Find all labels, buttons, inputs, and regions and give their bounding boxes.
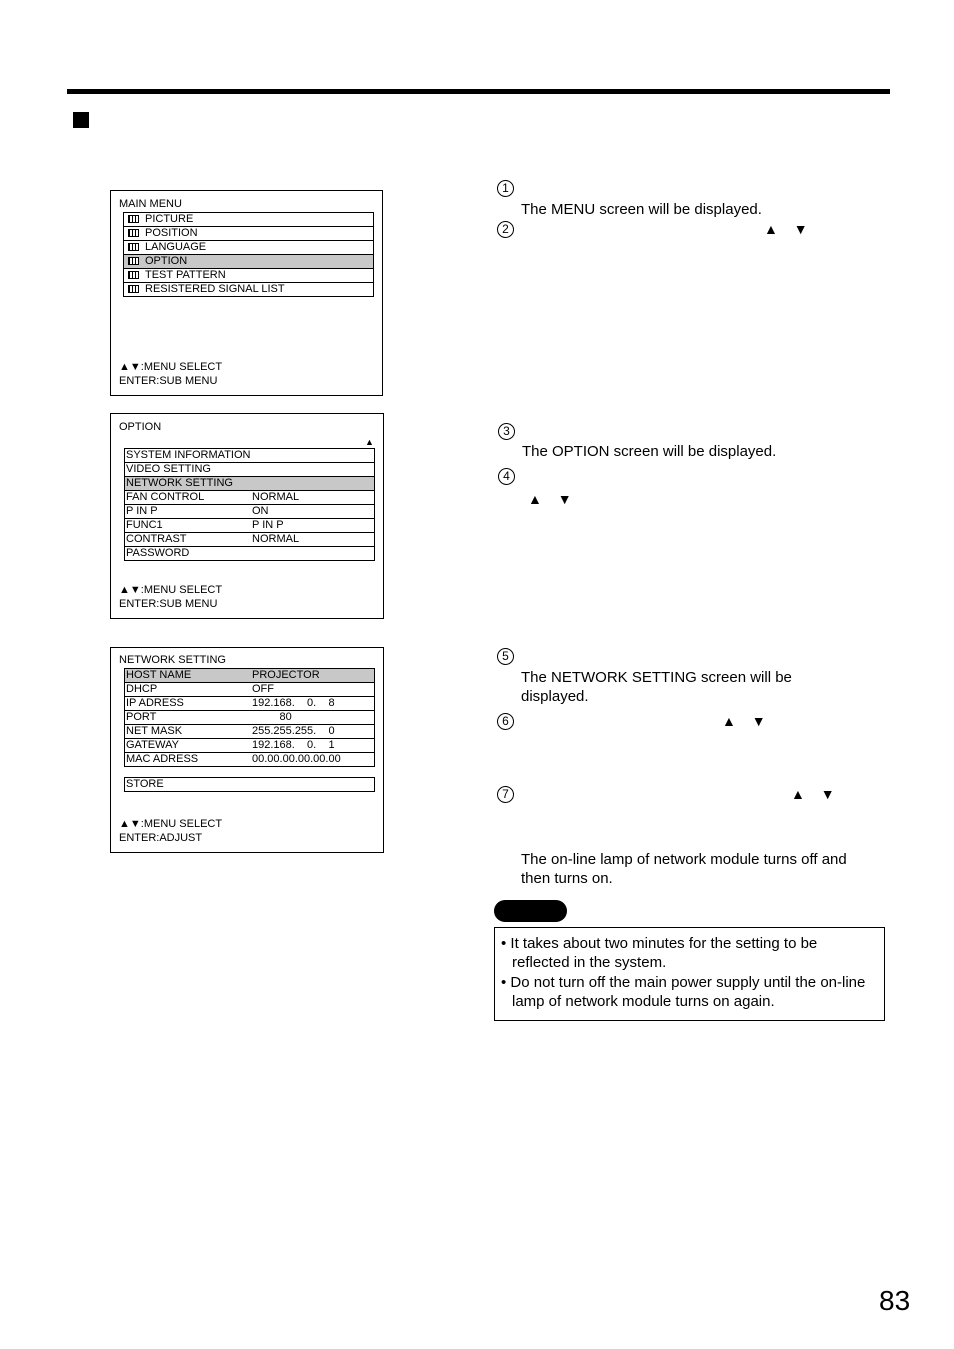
network-setting-screen (110, 647, 384, 853)
store-list (124, 777, 375, 792)
step-7-text-line2: then turns on. (521, 870, 613, 887)
top-rule (67, 89, 890, 94)
note-item: • Do not turn off the main power supply until the on-line lamp of network module turns on again. (501, 974, 866, 1010)
note-box (494, 927, 885, 1021)
option-item-p-in-p[interactable]: P IN P ON (125, 505, 374, 519)
network-item-port[interactable]: PORT 80 (125, 711, 374, 725)
scroll-up-icon: ▲ (365, 437, 374, 447)
network-item-gateway[interactable]: GATEWAY 192.168. 0. 1 (125, 739, 374, 753)
option-icon (128, 257, 139, 265)
network-item-mac-address[interactable]: MAC ADRESS 00.00.00.00.00.00 (125, 753, 374, 767)
network-menu-list (124, 668, 375, 767)
signal-list-icon (128, 285, 139, 293)
step-1-number: 1 (497, 180, 514, 197)
network-item-net-mask[interactable]: NET MASK 255.255.255. 0 (125, 725, 374, 739)
section-square-icon (73, 112, 89, 128)
main-menu-item-option[interactable]: OPTION (124, 255, 373, 269)
network-menu-footer-select: ▲▼:MENU SELECT (119, 818, 223, 830)
main-menu-footer-select: ▲▼:MENU SELECT (119, 361, 223, 373)
option-item-fan-control[interactable]: FAN CONTROL NORMAL (125, 491, 374, 505)
step-2-number: 2 (497, 221, 514, 238)
step-4-number: 4 (498, 468, 515, 485)
option-menu-screen (110, 413, 384, 619)
step-7-number: 7 (497, 786, 514, 803)
option-menu-footer-select: ▲▼:MENU SELECT (119, 584, 223, 596)
network-item-dhcp[interactable]: DHCP OFF (125, 683, 374, 697)
option-item-password[interactable]: PASSWORD (125, 547, 374, 561)
step-6-number: 6 (497, 713, 514, 730)
option-item-func1[interactable]: FUNC1 P IN P (125, 519, 374, 533)
step-5-text-line1: The NETWORK SETTING screen will be (521, 669, 792, 686)
network-item-ip-address[interactable]: IP ADRESS 192.168. 0. 8 (125, 697, 374, 711)
main-menu-item-signal-list[interactable]: RESISTERED SIGNAL LIST (124, 283, 373, 297)
main-menu-footer-enter: ENTER:SUB MENU (119, 375, 218, 387)
option-menu-title: OPTION (119, 421, 162, 433)
step-6-arrows: ▲ ▼ (722, 713, 772, 729)
main-menu-screen (110, 190, 383, 396)
option-menu-list (124, 448, 375, 561)
network-item-host-name[interactable]: HOST NAME PROJECTOR (125, 669, 374, 683)
note-badge (494, 900, 567, 922)
option-menu-footer-enter: ENTER:SUB MENU (119, 598, 218, 610)
step-7-arrows: ▲ ▼ (791, 786, 841, 802)
position-icon (128, 229, 139, 237)
main-menu-item-picture[interactable]: PICTURE (124, 213, 373, 227)
option-item-video-setting[interactable]: VIDEO SETTING (125, 463, 374, 477)
option-item-network-setting[interactable]: NETWORK SETTING (125, 477, 374, 491)
step-4-arrows: ▲ ▼ (528, 491, 578, 507)
page-number: 83 (879, 1285, 911, 1316)
picture-icon (128, 215, 139, 223)
main-menu-title: MAIN MENU (119, 198, 182, 210)
step-1-text: The MENU screen will be displayed. (521, 201, 762, 218)
step-3-number: 3 (498, 423, 515, 440)
step-7-text-line1: The on-line lamp of network module turns off and (521, 851, 847, 868)
test-pattern-icon (128, 271, 139, 279)
step-5-text-line2: displayed. (521, 688, 589, 705)
network-menu-footer-enter: ENTER:ADJUST (119, 832, 203, 844)
store-button[interactable]: STORE (125, 778, 374, 792)
option-item-contrast[interactable]: CONTRAST NORMAL (125, 533, 374, 547)
step-3-text: The OPTION screen will be displayed. (522, 443, 777, 460)
main-menu-list (123, 212, 374, 297)
note-item: • It takes about two minutes for the setting to be reflected in the system. (501, 935, 818, 971)
option-item-system-information[interactable]: SYSTEM INFORMATION (125, 449, 374, 463)
network-menu-title: NETWORK SETTING (119, 654, 226, 666)
step-5-number: 5 (497, 648, 514, 665)
language-icon (128, 243, 139, 251)
main-menu-item-language[interactable]: LANGUAGE (124, 241, 373, 255)
main-menu-item-test-pattern[interactable]: TEST PATTERN (124, 269, 373, 283)
step-2-arrows: ▲ ▼ (764, 221, 814, 237)
main-menu-item-position[interactable]: POSITION (124, 227, 373, 241)
